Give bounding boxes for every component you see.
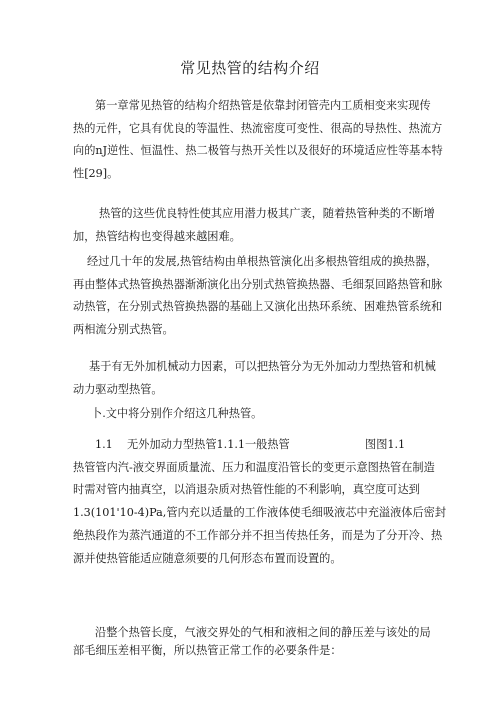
paragraph-line: 绝热段作为蒸汽通道的不工作部分并不担当传热任务，而是为了分开冷、热 [73, 528, 443, 542]
paragraph-2 [73, 202, 437, 248]
section-heading-text: 无外加动力型热管1.1.1一般热管 [127, 438, 290, 451]
paragraph-line: 动热管，在分别式热管换热器的基础上又演化出热环系统、困难热管系统和 [73, 300, 443, 313]
document-title: 常见热管的结构介绍 [180, 59, 320, 77]
paragraph-line: 加，热管结构也变得越来越困难。 [73, 230, 241, 243]
paragraph-line: 1.3(101'10-4)Pa,管内充以适量的工作液体使毛细吸液芯中充溢液体后密封 [73, 506, 447, 520]
paragraph-1 [73, 95, 443, 186]
paragraph-4 [73, 355, 437, 401]
paragraph-line: 性[29]。 [73, 167, 119, 181]
section-number: 1.1 [95, 438, 113, 451]
paragraph-line: 沿整个热管长度，气液交界处的气相和液相之间的静压差与该处的局 [95, 626, 431, 639]
paragraph-5 [73, 403, 437, 425]
paragraph-line: 部毛细压差相平衡，所以热管正常工作的必要条件是： [73, 644, 342, 657]
paragraph-line: 再由整体式热管换热器渐渐演化出分别式热管换热器、毛细泵回路热管和脉 [73, 277, 443, 291]
paragraph-line: 向的nJ逆性、恒温性、热二极管与热开关性以及很好的环境适应性等基本特 [73, 144, 443, 158]
paragraph-line: 源并使热管能适应随意须要的几何形态布置而设置的。 [73, 551, 342, 565]
paragraph-line: 经过几十年的发展,热管结构由单根热管演化出多根热管组成的换热器， [87, 255, 438, 268]
paragraph-3 [73, 251, 443, 341]
paragraph-line: 热管的这些优良特性使其应用潜力极其广袤，随着热管种类的不断增 [99, 207, 435, 220]
figure-reference: 图图1.1 [365, 438, 406, 451]
paragraph-line: 时需对管内抽真空，以消退杂质对热管性能的不利影响，真空度可达到 [73, 483, 420, 497]
section-heading [73, 434, 437, 457]
paragraph-line: 两相流分别式热管。 [73, 322, 174, 336]
paragraph-line: 卜.文中将分别作介绍这几种热管。 [91, 407, 263, 420]
paragraph-7 [73, 624, 437, 660]
paragraph-line: 动力驱动型热管。 [73, 383, 163, 396]
paragraph-line: 第一章常见热管的结构介绍热管是依靠封闭管壳内工质相变来实现传 [95, 99, 431, 112]
paragraph-line: 热管管内汽-液交界面质量流、压力和温度沿管长的变更示意图热管在制造 [73, 460, 435, 474]
paragraph-6 [73, 434, 447, 570]
paragraph-line: 基于有无外加机械动力因素，可以把热管分为无外加动力型热管和机械 [89, 360, 436, 373]
paragraph-line: 热的元件，它具有优良的等温性、热流密度可变性、很高的导热性、热流方 [73, 121, 443, 135]
